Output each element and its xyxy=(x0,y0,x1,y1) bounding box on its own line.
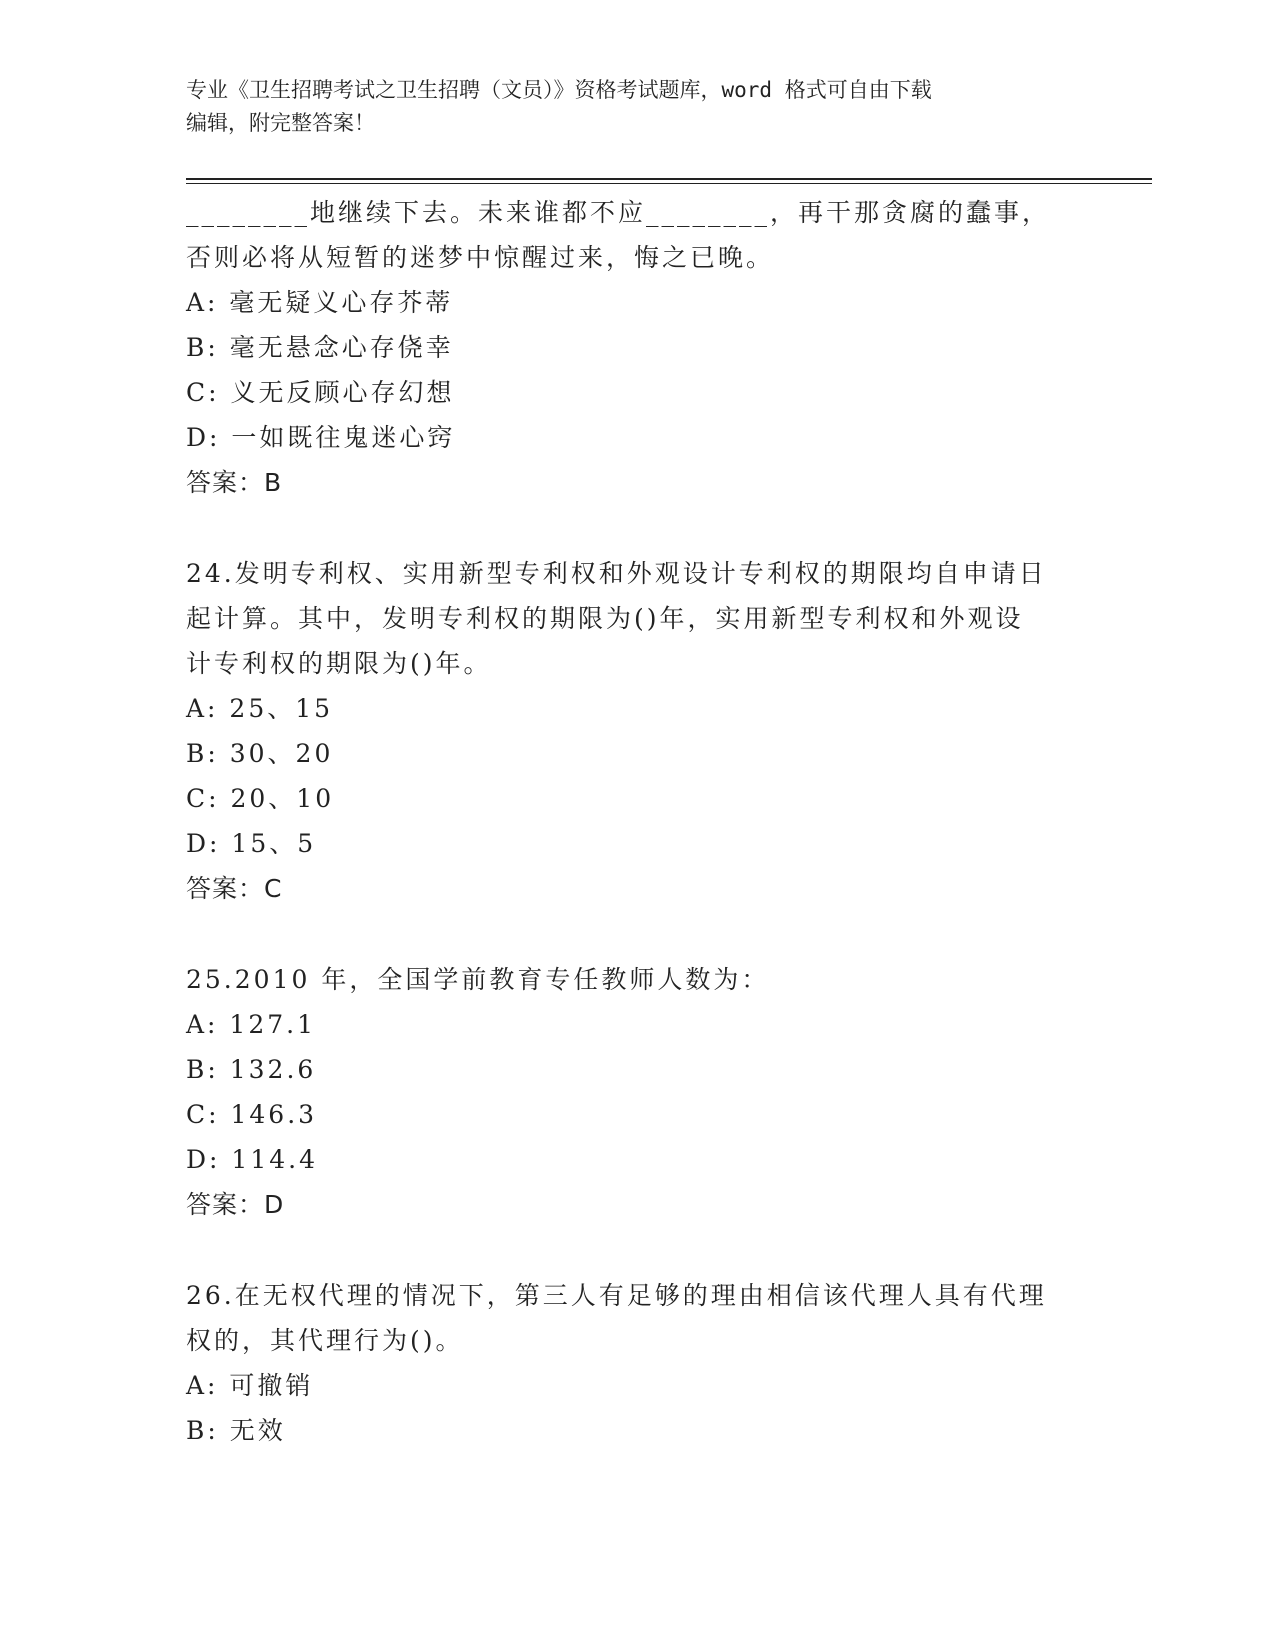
answer-label: 答案：B xyxy=(186,468,283,497)
question-text-line: 26.在无权代理的情况下，第三人有足够的理由相信该代理人具有代理 xyxy=(186,1281,1047,1310)
question-text-line: ________地继续下去。未来谁都不应________，再干那贪腐的蠢事， xyxy=(186,198,1051,227)
option-a: A: 25、15 xyxy=(186,694,334,723)
question-text-line: 起计算。其中，发明专利权的期限为()年，实用新型专利权和外观设 xyxy=(186,604,1024,633)
option-b: B: 132.6 xyxy=(186,1055,317,1084)
option-d: D: 15、5 xyxy=(186,829,317,858)
question-list xyxy=(186,190,1086,1453)
option-a: A: 127.1 xyxy=(186,1010,316,1039)
option-c: C: 146.3 xyxy=(186,1100,318,1129)
answer-label: 答案：D xyxy=(186,1190,285,1219)
option-d: D: 114.4 xyxy=(186,1145,318,1174)
option-c: C: 20、10 xyxy=(186,784,335,813)
option-a: A: 毫无疑义心存芥蒂 xyxy=(186,288,454,317)
option-b: B: 无效 xyxy=(186,1416,286,1445)
answer-label: 答案：C xyxy=(186,874,283,903)
header-rule-thin xyxy=(186,183,1152,184)
option-a: A: 可撤销 xyxy=(186,1371,314,1400)
question-spacer xyxy=(186,911,1086,957)
question-spacer xyxy=(186,1227,1086,1273)
question-24 xyxy=(186,551,1086,911)
header-rule-thick xyxy=(186,178,1152,180)
question-26 xyxy=(186,1273,1086,1453)
question-text-line: 24.发明专利权、实用新型专利权和外观设计专利权的期限均自申请日 xyxy=(186,559,1047,588)
question-text-line: 权的，其代理行为()。 xyxy=(186,1326,464,1355)
question-spacer xyxy=(186,505,1086,551)
document-header xyxy=(186,74,1086,140)
question-text-line: 否则必将从短暂的迷梦中惊醒过来，悔之已晚。 xyxy=(186,243,775,272)
question-text-line: 计专利权的期限为()年。 xyxy=(186,649,492,678)
question-23 xyxy=(186,190,1086,505)
option-d: D: 一如既往鬼迷心窍 xyxy=(186,423,456,452)
question-25 xyxy=(186,957,1086,1227)
option-c: C: 义无反顾心存幻想 xyxy=(186,378,455,407)
option-b: B: 30、20 xyxy=(186,739,334,768)
question-text-line: 25.2010 年，全国学前教育专任教师人数为： xyxy=(186,965,770,994)
header-line-2: 编辑，附完整答案！ xyxy=(186,111,375,135)
header-line-1: 专业《卫生招聘考试之卫生招聘（文员）》资格考试题库，word 格式可自由下载 xyxy=(186,78,932,102)
option-b: B: 毫无悬念心存侥幸 xyxy=(186,333,454,362)
